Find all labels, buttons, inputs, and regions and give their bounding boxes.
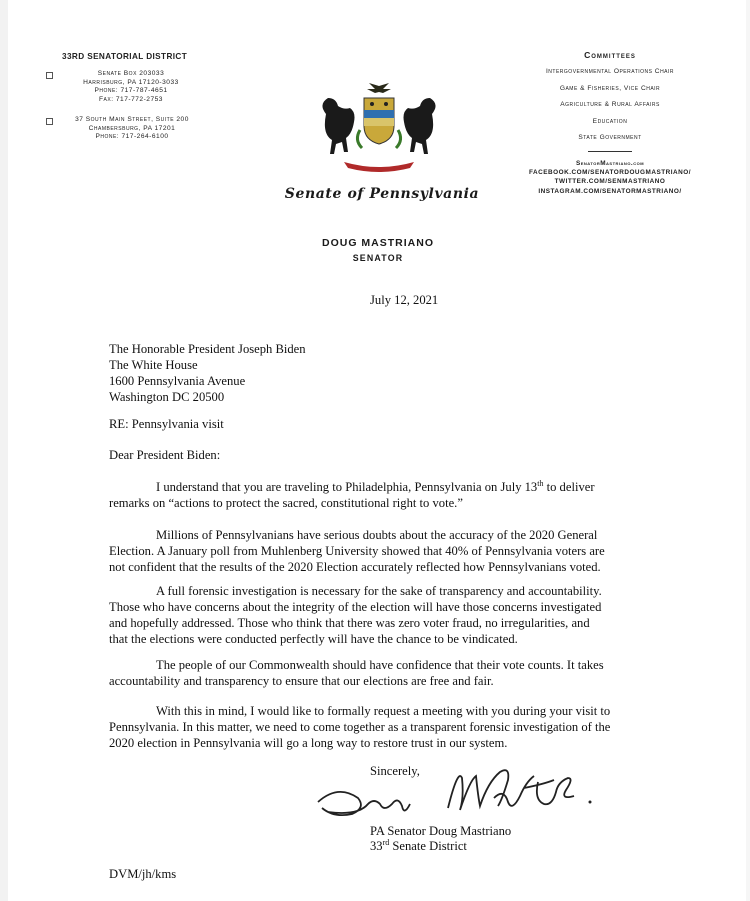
signer-name: PA Senator Doug Mastriano <box>370 824 512 838</box>
paragraph-5 <box>109 703 629 751</box>
reference-initials: DVM/jh/kms <box>109 867 177 881</box>
office-address-harrisburg <box>64 70 198 104</box>
senator-name: DOUG MASTRIANO <box>322 237 434 249</box>
letter-date: July 12, 2021 <box>370 293 439 307</box>
address-line: Senate Box 203033 <box>97 70 165 77</box>
paragraph-text: Millions of Pennsylvanians have serious doubts about the accuracy of the 2020 General <box>156 528 598 542</box>
page-shadow-left <box>0 0 8 901</box>
paragraph-text: The people of our Commonwealth should have confidence that their vote counts. It takes <box>156 658 604 672</box>
district-superscript: rd <box>382 837 390 847</box>
signer-district <box>370 839 511 854</box>
paragraph-line <box>109 527 629 543</box>
page-shadow-right <box>746 0 750 901</box>
addressee-line: The White House <box>109 358 198 372</box>
paragraph-line <box>109 583 629 599</box>
district-text: Senate District <box>389 839 467 853</box>
committee-item: Intergovernmental Operations Chair <box>545 68 675 75</box>
address-line: 37 South Main Street, Suite 200 <box>75 116 189 123</box>
closing: Sincerely, <box>370 764 420 778</box>
district-title: 33RD SENATORIAL DISTRICT <box>62 52 188 61</box>
address-line: Fax: 717-772-2753 <box>99 95 163 103</box>
address-line: Chambersburg, PA 17201 <box>88 124 176 132</box>
office-address-chambersburg <box>56 116 208 142</box>
subject-line: RE: Pennsylvania visit <box>109 417 224 431</box>
committees-title: Committees <box>584 50 636 60</box>
p1-superscript: th <box>537 478 544 488</box>
signature-icon <box>298 762 638 826</box>
paragraph-line: that the elections were conducted perfectly will have the chance to be vindicated. <box>109 632 518 646</box>
address-line: Phone: 717-787-4651 <box>94 87 168 95</box>
paragraph-line: 2020 election in Pennsylvania will go a long way to restore trust in our system. <box>109 736 508 750</box>
committee-item: Game & Fisheries, Vice Chair <box>559 84 661 92</box>
twitter-link[interactable]: TWITTER.COM/SENMASTRIANO <box>554 178 666 186</box>
senate-name: Senate of Pennsylvania <box>284 186 480 202</box>
divider <box>588 151 632 152</box>
senator-title: SENATOR <box>352 253 404 263</box>
addressee-line: Washington DC 20500 <box>109 390 225 404</box>
paragraph-line: Pennsylvania. In this matter, we need to come together as a transparent forensic investigation of the <box>109 720 611 734</box>
paragraph-line <box>109 703 629 719</box>
addressee-line: The Honorable President Joseph Biden <box>109 342 306 356</box>
paragraph-1 <box>109 479 629 511</box>
paragraph-line: Those who have concerns about the integrity of the election will have those concerns investigated <box>109 600 602 614</box>
paragraph-line: remarks on “actions to protect the sacred, constitutional right to vote.” <box>109 496 463 510</box>
committee-item: Agriculture & Rural Affairs <box>560 101 660 109</box>
paragraph-3 <box>109 583 629 647</box>
committee-item: State Government <box>578 134 642 142</box>
website-link[interactable]: SenatorMastriano.com <box>575 159 645 167</box>
paragraph-text: With this in mind, I would like to formally request a meeting with you during your visit to <box>156 704 611 718</box>
paragraph-line <box>109 479 629 495</box>
checkbox-icon <box>46 118 53 125</box>
paragraph-line: accountability and transparency to ensure that our elections are free and fair. <box>109 674 494 688</box>
paragraph-4 <box>109 657 629 689</box>
salutation: Dear President Biden: <box>109 448 221 462</box>
committee-item: Education <box>592 117 628 125</box>
paragraph-text: A full forensic investigation is necessary for the sake of transparency and accountability. <box>156 584 602 598</box>
paragraph-line: and hopefully addressed. Those who think that there was zero voter fraud, no irregularities, and <box>109 616 590 630</box>
signer-block <box>370 824 511 854</box>
address-line: Phone: 717-264-6100 <box>95 133 169 141</box>
contact-links <box>520 159 700 196</box>
district-number: 33 <box>370 839 383 853</box>
p1-text-b: to deliver <box>543 480 595 494</box>
paragraph-line: not confident that the results of the 2020 Election accurately reflected how Pennsylvanians voted. <box>109 560 601 574</box>
state-seal-icon <box>300 80 458 180</box>
p1-text-a: I understand that you are traveling to Philadelphia, Pennsylvania on July 13 <box>156 480 538 494</box>
addressee-line: 1600 Pennsylvania Avenue <box>109 374 246 388</box>
committees-block <box>520 50 700 196</box>
paragraph-line: Election. A January poll from Muhlenberg University showed that 40% of Pennsylvania voters are <box>109 544 605 558</box>
facebook-link[interactable]: FACEBOOK.COM/SENATORDOUGMASTRIANO/ <box>529 169 691 177</box>
instagram-link[interactable]: INSTAGRAM.COM/SENATORMASTRIANO/ <box>538 187 682 195</box>
address-line: Harrisburg, PA 17120-3033 <box>83 78 179 86</box>
paragraph-line <box>109 657 629 673</box>
addressee-block <box>109 341 306 405</box>
paragraph-2 <box>109 527 629 575</box>
checkbox-icon <box>46 72 53 79</box>
